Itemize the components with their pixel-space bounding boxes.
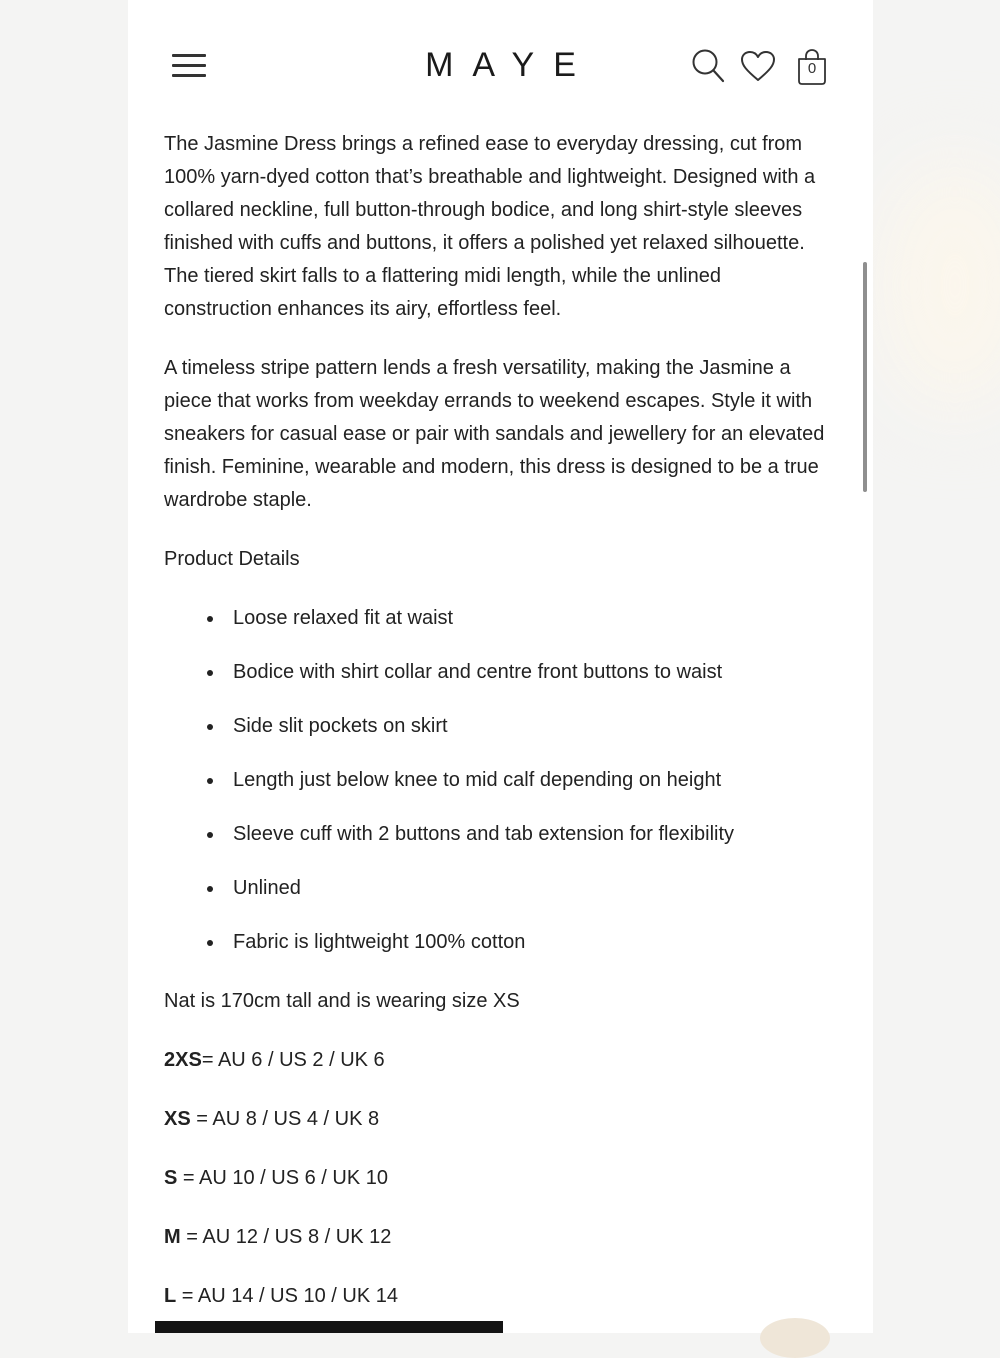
add-to-cart-bar[interactable] xyxy=(155,1321,503,1333)
size-conversion-xs xyxy=(164,1103,834,1136)
product-description xyxy=(164,128,834,1333)
product-details-list xyxy=(164,602,834,959)
size-conversion-m xyxy=(164,1221,834,1254)
size-label: 2XS xyxy=(164,1049,202,1071)
cart-count: 0 xyxy=(807,60,817,77)
description-paragraph-1: The Jasmine Dress brings a refined ease to everyday dressing, cut from 100% yarn-dyed cotton that’s breathable and lightweight. Designed with a collared neckline, full button-through bodice, and long shirt-style sleeves finished with cuffs and buttons, it offers a polished yet relaxed silhouette. The tiered skirt falls to a flattering midi length, while the unlined construction enhances its airy, effortless feel. xyxy=(164,133,816,320)
product-page xyxy=(128,0,873,1333)
size-label: XS xyxy=(164,1108,191,1130)
background-glow xyxy=(880,160,1000,410)
list-item: Sleeve cuff with 2 buttons and tab extension for flexibility xyxy=(233,818,834,851)
size-label: M xyxy=(164,1226,181,1248)
chat-bubble[interactable] xyxy=(760,1318,830,1358)
bag-icon[interactable] xyxy=(796,48,828,91)
size-conversion: = AU 10 / US 6 / UK 10 xyxy=(177,1167,389,1189)
list-item: Bodice with shirt collar and centre front buttons to waist xyxy=(233,656,834,689)
heart-icon[interactable] xyxy=(740,50,776,87)
size-label: S xyxy=(164,1167,178,1189)
search-icon[interactable] xyxy=(691,48,725,89)
model-note: Nat is 170cm tall and is wearing size XS xyxy=(164,990,520,1012)
size-conversion: = AU 14 / US 10 / UK 14 xyxy=(176,1285,399,1307)
list-item: Fabric is lightweight 100% cotton xyxy=(233,926,834,959)
size-conversion-l xyxy=(164,1280,834,1313)
size-conversion: = AU 12 / US 8 / UK 12 xyxy=(180,1226,392,1248)
size-conversion-s xyxy=(164,1162,834,1195)
brand-logo[interactable]: MAYE xyxy=(425,46,595,84)
site-header xyxy=(128,0,873,120)
product-details-heading: Product Details xyxy=(164,548,300,570)
size-label: L xyxy=(164,1285,177,1307)
scrollbar[interactable] xyxy=(863,262,867,492)
list-item: Loose relaxed fit at waist xyxy=(233,602,834,635)
list-item: Unlined xyxy=(233,872,834,905)
size-conversion: = AU 8 / US 4 / UK 8 xyxy=(190,1108,380,1130)
size-conversion-2xs xyxy=(164,1044,834,1077)
list-item: Side slit pockets on skirt xyxy=(233,710,834,743)
list-item: Length just below knee to mid calf depending on height xyxy=(233,764,834,797)
size-conversion: = AU 6 / US 2 / UK 6 xyxy=(201,1049,385,1071)
description-paragraph-2: A timeless stripe pattern lends a fresh versatility, making the Jasmine a piece that works from weekday errands to weekend escapes. Style it with sneakers for casual ease or pair with sandals and jewellery for an elevated finish. Feminine, wearable and modern, this dress is designed to be a true wardrobe staple. xyxy=(164,357,825,511)
